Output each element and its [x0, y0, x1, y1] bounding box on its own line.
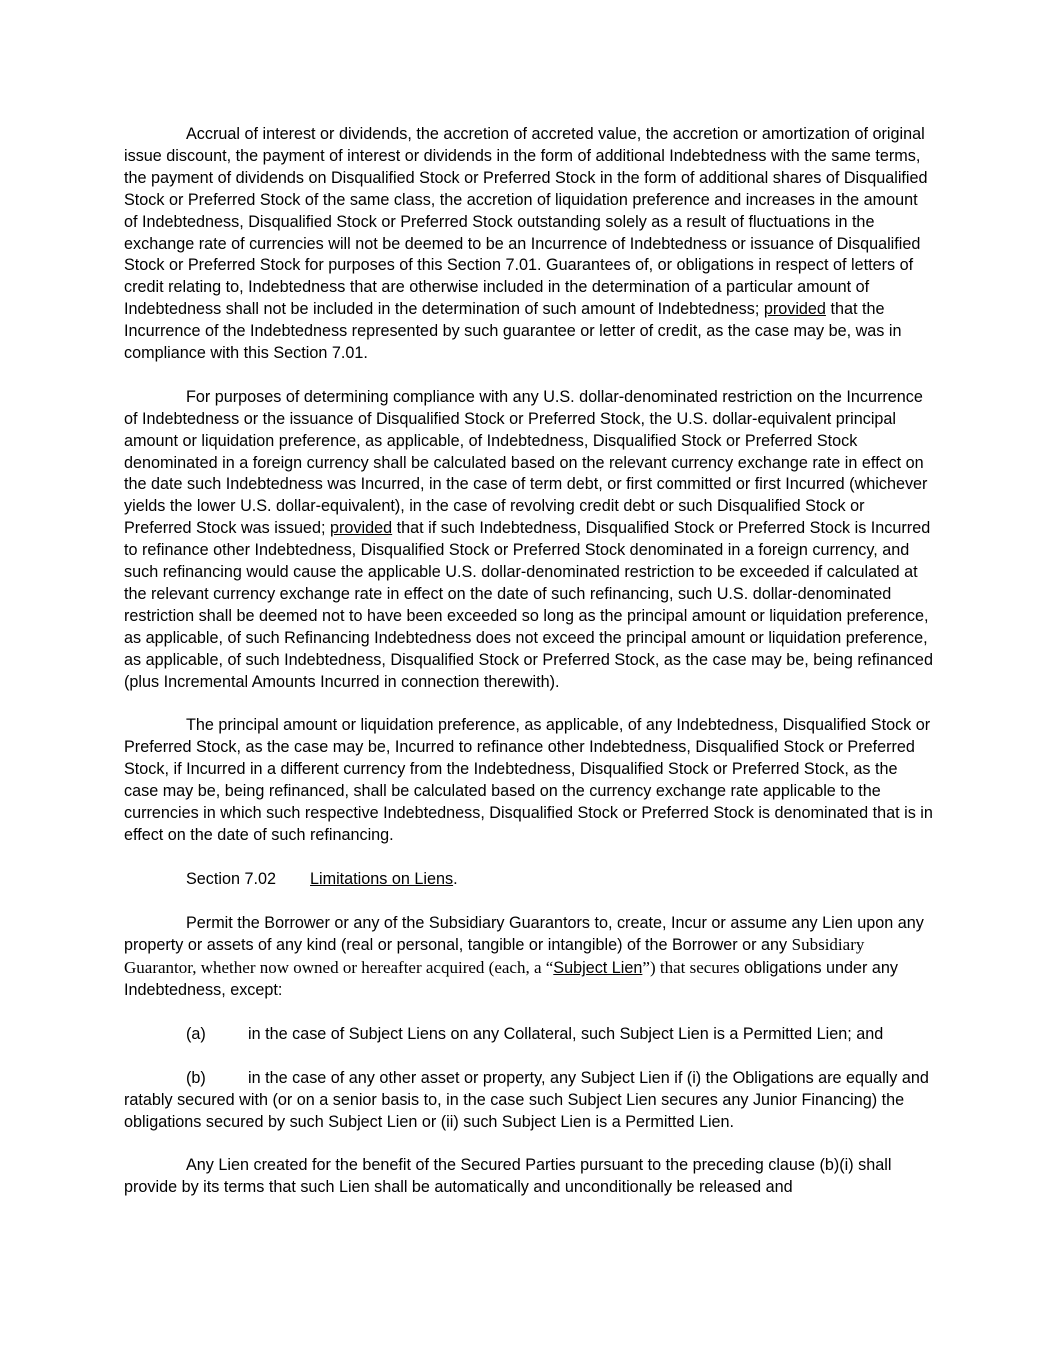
paragraph-text: that the Incurrence of the Indebtedness represented by such guarantee or letter of credit, as the case may be, was in compliance with this Section 7.01. — [124, 300, 902, 363]
provided-term: provided — [763, 300, 826, 319]
paragraph-accrual — [124, 124, 934, 365]
paragraph-text: obligations under any Indebtedness, except: — [124, 959, 899, 1000]
paragraph-any-lien: Any Lien created for the benefit of the Secured Parties pursuant to the preceding clause (b)(i) shall provide by its terms that such Lien shall be automatically and unconditionally be released and — [124, 1156, 892, 1197]
clause-marker: (a) — [186, 1025, 206, 1044]
clause-b — [124, 1068, 934, 1134]
paragraph-text: Accrual of interest or dividends, the accretion of accreted value, the accretion or amortization of original issue discount, the payment of interest or dividends in the form of additional Indebtedness with the same terms, the payment of dividends on Disqualified Stock or Preferred Stock in the form of additional shares of Disqualified Stock or Preferred Stock of the same class, the accretion of liquidation preference and increases in the amount of Indebtedness, Disqualified Stock or Preferred Stock outstanding solely as a result of fluctuations in the exchange rate of currencies will not be deemed to be an Incurrence of Indebtedness or issuance of Disqualified Stock or Preferred Stock for purposes of this Section 7.01. Guarantees of, or obligations in respect of letters of credit relating to, Indebtedness that are otherwise included in the determination of a particular amount of Indebtedness shall not be included in the determination of such amount of Indebtedness; — [124, 125, 928, 319]
defined-term-subject-lien: Subject Lien — [553, 959, 643, 978]
section-title-period: . — [453, 869, 458, 888]
section-number: Section 7.02 — [186, 869, 276, 888]
clause-text: in the case of any other asset or property, any Subject Lien if (i) the Obligations are equally and ratably secured with (or on a senior basis to, in the case such Subject Lien secures any Junior Financing) the obligations secured by such Subject Lien or (ii) such Subject Lien is a Permitted Lien. — [124, 1068, 929, 1131]
paragraph-text: that if such Indebtedness, Disqualified Stock or Preferred Stock is Incurred to refinance other Indebtedness, Disqualified Stock or Preferred Stock denominated in a foreign currency, and such refinancing would cause the applicable U.S. dollar-denominated restriction to be exceeded if calculated at the relevant currency exchange rate in effect on the date of such refinancing, such U.S. dollar-denominated restriction shall be deemed not to have been exceeded so long as the principal amount or liquidation preference, as applicable, of such Refinancing Indebtedness does not exceed the principal amount or liquidation preference, as applicable, of such Indebtedness, Disqualified Stock or Preferred Stock, as the case may be, being refinanced (plus Incremental Amounts Incurred in connection therewith). — [124, 519, 933, 691]
clause-marker: (b) — [186, 1068, 206, 1087]
paragraph-permit — [124, 913, 934, 1003]
section-heading — [124, 869, 934, 891]
paragraph-principal-amount: The principal amount or liquidation preference, as applicable, of any Indebtedness, Disqualified Stock or Preferred Stock, as the case may be, Incurred to refinance other Indebtedness, Disqualified Stock or Preferred Stock, if Incurred in a different currency from the Indebtedness, Disqualified Stock or Preferred Stock, as the case may be, being refinanced, shall be calculated based on the currency exchange rate applicable to the currencies in which such respective Indebtedness, Disqualified Stock or Preferred Stock is denominated that is in effect on the date of such refinancing. — [124, 716, 933, 844]
section-title: Limitations on Liens — [310, 869, 454, 888]
paragraph-compliance — [124, 387, 934, 694]
paragraph-text: For purposes of determining compliance with any U.S. dollar-denominated restriction on the Incurrence of Indebtedness or the issuance of Disqualified Stock or Preferred Stock, the U.S. dollar-equivalent principal amount or liquidation preference, as applicable, of Indebtedness, Disqualified Stock or Preferred Stock denominated in a foreign currency shall be calculated based on the relevant currency exchange rate in effect on the date such Indebtedness was Incurred, in the case of term debt, or first committed or first Incurred (whichever yields the lower U.S. dollar-equivalent), in the case of revolving credit debt or such Disqualified Stock or Preferred Stock was issued; — [124, 387, 928, 538]
paragraph-text: Permit the Borrower or any of the Subsidiary Guarantors to, create, Incur or assume any Lien upon any property or assets of any kind (real or personal, tangible or intangible) of the Borrower or any — [124, 913, 924, 955]
paragraph-text-serif: ”) that secures — [642, 958, 740, 978]
document-page — [124, 124, 934, 1221]
paragraph-text-serif: Subsidiary Guarantor, whether now owned or hereafter acquired (each, a “ — [124, 935, 865, 978]
clause-text: in the case of Subject Liens on any Collateral, such Subject Lien is a Permitted Lien; and — [248, 1025, 884, 1044]
clause-a — [124, 1024, 934, 1046]
provided-term: provided — [330, 519, 393, 538]
